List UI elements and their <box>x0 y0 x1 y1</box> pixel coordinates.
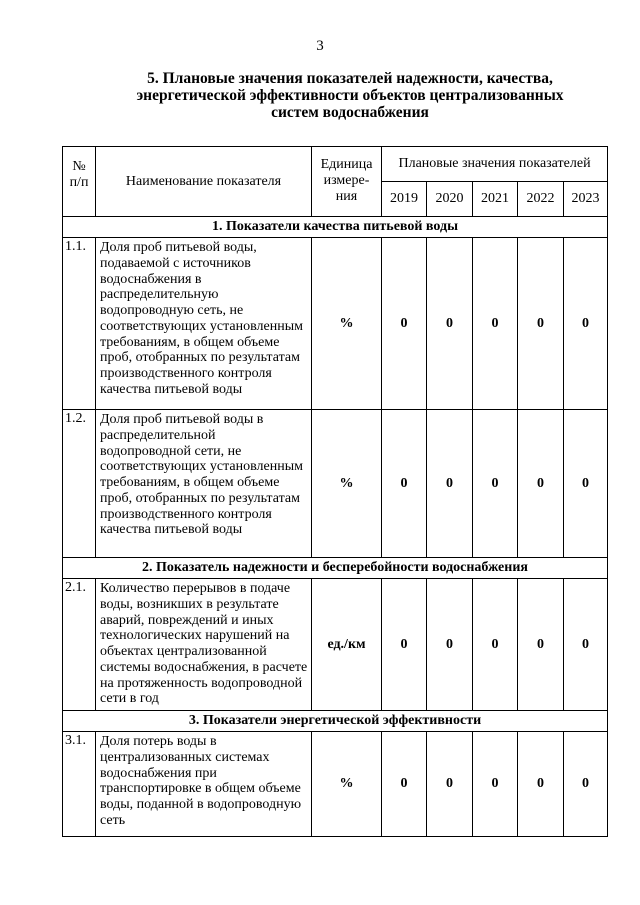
unit-cell: ед./км <box>312 579 382 711</box>
row-num: 3.1. <box>63 732 96 837</box>
value-2020: 0 <box>427 579 473 711</box>
table-row <box>63 410 608 558</box>
value-2023: 0 <box>564 238 608 410</box>
table-row <box>63 579 608 711</box>
table-row <box>63 238 608 410</box>
unit-cell: % <box>312 238 382 410</box>
value-2022: 0 <box>518 579 564 711</box>
header-planned: Плановые значения показателей <box>382 147 608 182</box>
value-2019: 0 <box>382 238 427 410</box>
title-line-3: систем водоснабжения <box>271 104 429 121</box>
indicator-name: Доля проб питьевой воды, подаваемой с источников водоснабжения в распределительную водопроводную сеть, не соответствующих установленным требованиям, в общем объеме проб, отобранных по результатам производственного контроля качества питьевой воды <box>96 238 312 410</box>
value-2019: 0 <box>382 410 427 558</box>
section-row <box>63 711 608 732</box>
row-num: 1.1. <box>63 238 96 410</box>
header-num-line2: п/п <box>69 175 89 190</box>
table-header-row <box>63 147 608 182</box>
indicator-name: Количество перерывов в подаче воды, возникших в результате аварий, повреждений и иных технологических нарушений на объектах централизованной системы водоснабжения, в расчете на протяженность водопроводной сети в год <box>96 579 312 711</box>
value-2021: 0 <box>473 238 518 410</box>
section-3-title: 3. Показатели энергетической эффективности <box>63 711 608 732</box>
value-2019: 0 <box>382 732 427 837</box>
title-line-2: энергетической эффективности объектов централизованных <box>136 87 564 104</box>
indicator-name: Доля потерь воды в централизованных системах водоснабжения при транспортировке в общем объеме воды, поданной в водопроводную сеть <box>96 732 312 837</box>
section-2-title: 2. Показатель надежности и бесперебойности водоснабжения <box>63 558 608 579</box>
value-2020: 0 <box>427 732 473 837</box>
unit-cell: % <box>312 732 382 837</box>
value-2021: 0 <box>473 732 518 837</box>
header-unit-line1: Единица <box>320 157 373 172</box>
page-number: 3 <box>316 38 324 54</box>
value-2020: 0 <box>427 410 473 558</box>
row-num: 2.1. <box>63 579 96 711</box>
section-row <box>63 558 608 579</box>
row-num: 1.2. <box>63 410 96 558</box>
page-title <box>70 70 630 121</box>
value-2023: 0 <box>564 732 608 837</box>
header-name: Наименование показателя <box>96 147 312 217</box>
table-row <box>63 732 608 837</box>
value-2022: 0 <box>518 410 564 558</box>
value-2023: 0 <box>564 579 608 711</box>
title-line-1: 5. Плановые значения показателей надежности, качества, <box>147 70 553 87</box>
indicator-name: Доля проб питьевой воды в распределительной водопроводной сети, не соответствующих установленным требованиям, в общем объеме проб, отобранных по результатам производственного контроля качества питьевой воды <box>96 410 312 558</box>
header-year-2021: 2021 <box>473 182 518 217</box>
value-2021: 0 <box>473 410 518 558</box>
header-year-2023: 2023 <box>564 182 608 217</box>
value-2019: 0 <box>382 579 427 711</box>
header-unit <box>312 147 382 217</box>
value-2021: 0 <box>473 579 518 711</box>
value-2023: 0 <box>564 410 608 558</box>
value-2022: 0 <box>518 238 564 410</box>
value-2020: 0 <box>427 238 473 410</box>
section-1-title: 1. Показатели качества питьевой воды <box>63 217 608 238</box>
value-2022: 0 <box>518 732 564 837</box>
indicators-table <box>62 146 608 837</box>
header-unit-line2: измере- <box>323 173 370 188</box>
header-year-2019: 2019 <box>382 182 427 217</box>
header-unit-line3: ния <box>335 189 358 204</box>
header-num <box>63 147 96 217</box>
section-row <box>63 217 608 238</box>
unit-cell: % <box>312 410 382 558</box>
header-num-line1: № <box>72 159 86 174</box>
header-year-2022: 2022 <box>518 182 564 217</box>
header-year-2020: 2020 <box>427 182 473 217</box>
